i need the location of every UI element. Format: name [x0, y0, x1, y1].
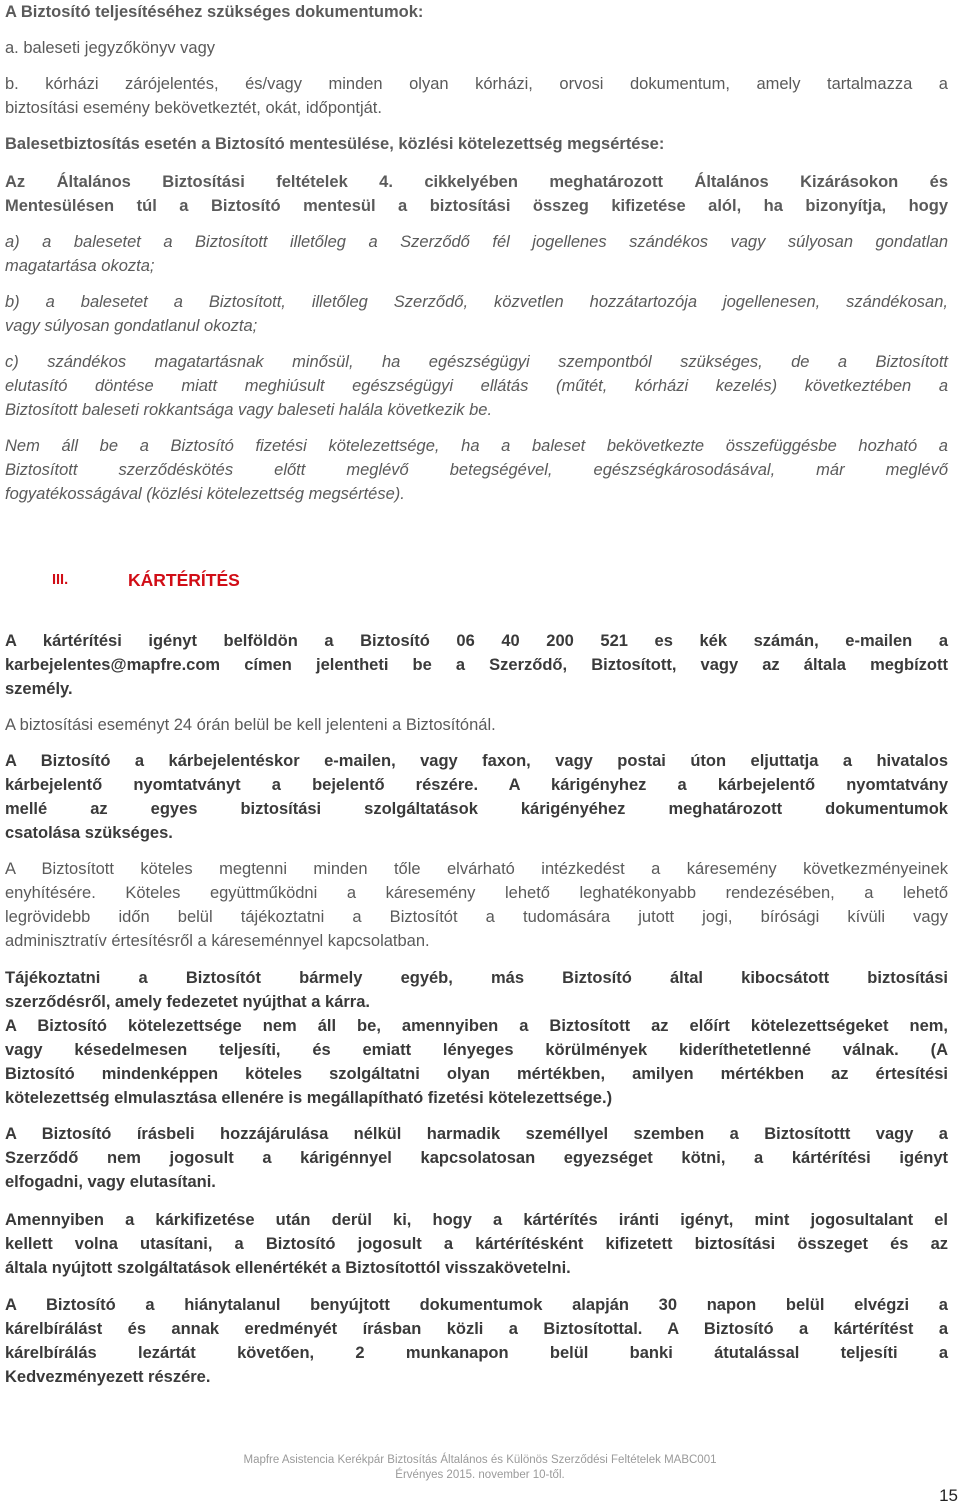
text-line: A Biztosító a hiánytalanul benyújtott dokumentumok alapján 30 napon belül elvégzi a — [5, 1296, 948, 1314]
text-line: c) szándékos magatartásnak minősül, ha egészségügyi szempontból szükséges, de a Biztosított — [5, 353, 948, 371]
text-line: szerződésről, amely fedezetet nyújthat a kárra. — [5, 993, 370, 1011]
list-item-b-cont: biztosítási esemény bekövetkeztét, okát, időpontját. — [5, 99, 382, 117]
text-line: A biztosítási eseményt 24 órán belül be kell jelenteni a Biztosítónál. — [5, 716, 496, 734]
text-line: általa nyújtott szolgáltatások ellenértékét a Biztosítottól visszakövetelni. — [5, 1259, 571, 1277]
text-line: A Biztosító írásbeli hozzájárulása nélkül harmadik személlyel szemben a Biztosítottt vagy a — [5, 1125, 948, 1143]
text-line: adminisztratív értesítésről a káreseménnyel kapcsolatban. — [5, 932, 430, 950]
text-line: személy. — [5, 680, 73, 698]
text-line: legrövidebb időn belül tájékoztatni a Biztosítót a tudomására jutott jogi, bírósági kívüli vagy — [5, 908, 948, 926]
text-line: A Biztosított köteles megtenni minden tőle elvárható intézkedést a káresemény következményeinek — [5, 860, 948, 878]
text-line: Biztosító mindenképpen köteles szolgáltatni olyan mértékben, amilyen mértékben az értesítési — [5, 1065, 948, 1083]
text-line: fogyatékosságával (közlési kötelezettség megsértése). — [5, 485, 405, 503]
text-line: Tájékoztatni a Biztosítót bármely egyéb, más Biztosító által kibocsátott biztosítási — [5, 969, 948, 987]
footer-validity: Érvényes 2015. november 10-től. — [395, 1469, 565, 1481]
text-line: csatolása szükséges. — [5, 824, 173, 842]
text-line: kellett volna utasítani, a Biztosító jogosult a kártérítésként kifizetett biztosítási összeget és az — [5, 1235, 948, 1253]
text-line: Nem áll be a Biztosító fizetési kötelezettsége, ha a baleset bekövetkezte összefüggésbe hozható a — [5, 437, 948, 455]
heading-exemption: Balesetbiztosítás esetén a Biztosító mentesülése, közlési kötelezettség megsértése: — [5, 135, 665, 153]
text-line: Amennyiben a kárkifizetése után derül ki, hogy a kártérítés iránti igényt, mint jogosultalant el — [5, 1211, 948, 1229]
text-line: kárelbírálást és annak eredményét írásban közli a Biztosítottal. A Biztosító a kártérítést a — [5, 1320, 948, 1338]
text-line: A Biztosító kötelezettsége nem áll be, amennyiben a Biztosított az előírt kötelezettségeket nem, — [5, 1017, 948, 1035]
heading-required-documents: A Biztosító teljesítéséhez szükséges dokumentumok: — [5, 3, 424, 21]
footer-title: Mapfre Asistencia Kerékpár Biztosítás Általános és Különös Szerződési Feltételek MABC001 — [243, 1454, 717, 1466]
section-title: KÁRTÉRÍTÉS — [128, 570, 240, 590]
text-line: mellé az egyes biztosítási szolgáltatások kárigényéhez meghatározott dokumentumok — [5, 800, 948, 818]
text-line: vagy késedelmesen teljesíti, és emiatt lényeges körülmények kideríthetetlenné válnak. (A — [5, 1041, 948, 1059]
text-line: Mentesülésen túl a Biztosító mentesül a biztosítási összeg kifizetése alól, ha bizonyítja, hogy — [5, 197, 948, 215]
text-line: Biztosított szerződéskötés előtt meglévő betegségével, egészségkárosodásával, már meglévő — [5, 461, 948, 479]
page-number: 15 — [939, 1486, 958, 1505]
text-line: Szerződő nem jogosult a kárigénnyel kapcsolatosan egyezséget kötni, a kártérítési igényt — [5, 1149, 948, 1167]
text-line: Biztosított baleseti rokkantsága vagy baleseti halála következik be. — [5, 401, 493, 419]
list-item-b: b. kórházi zárójelentés, és/vagy minden olyan kórházi, orvosi dokumentum, amely tartalmazza a — [5, 75, 948, 93]
text-line: elfogadni, vagy elutasítani. — [5, 1173, 216, 1191]
text-line: A Biztosító a kárbejelentéskor e-mailen, vagy faxon, vagy postai úton eljuttatja a hivatalos — [5, 752, 948, 770]
text-line: b) a balesetet a Biztosított, illetőleg Szerződő, közvetlen hozzátartozója jogellenesen, szándékosan, — [5, 293, 948, 311]
text-line: karbejelentes@mapfre.com címen jelentheti be a Szerződő, Biztosított, vagy az általa megbízott — [5, 656, 948, 674]
list-item-a: a. baleseti jegyzőkönyv vagy — [5, 39, 216, 57]
section-number: III. — [52, 572, 69, 588]
text-line: Kedvezményezett részére. — [5, 1368, 211, 1386]
text-line: enyhítésére. Köteles együttműködni a káresemény lehető leghatékonyabb rendezésében, a lehető — [5, 884, 948, 902]
text-line: A kártérítési igényt belföldön a Biztosító 06 40 200 521 es kék számán, e-mailen a — [5, 632, 948, 650]
text-line: kötelezettség elmulasztása ellenére is megállapítható fizetési kötelezettsége.) — [5, 1089, 613, 1107]
text-line: elutasító döntése miatt meghiúsult egészségügyi ellátás (műtét, kórházi kezelés) következtében a — [5, 377, 948, 395]
text-line: vagy súlyosan gondatlanul okozta; — [5, 317, 258, 335]
text-line: kárelbírálás lezártát követően, 2 munkanapon belül banki átutalással teljesíti a — [5, 1344, 948, 1362]
text-line: a) a balesetet a Biztosított illetőleg a Szerződő fél jogellenes szándékos vagy súlyosan gondatlan — [5, 233, 948, 251]
text-line: magatartása okozta; — [5, 257, 155, 275]
text-line: Az Általános Biztosítási feltételek 4. cikkelyében meghatározott Általános Kizárásokon és — [5, 173, 948, 191]
text-line: kárbejelentő nyomtatványt a bejelentő részére. A kárigényhez a kárbejelentő nyomtatvány — [5, 776, 948, 794]
